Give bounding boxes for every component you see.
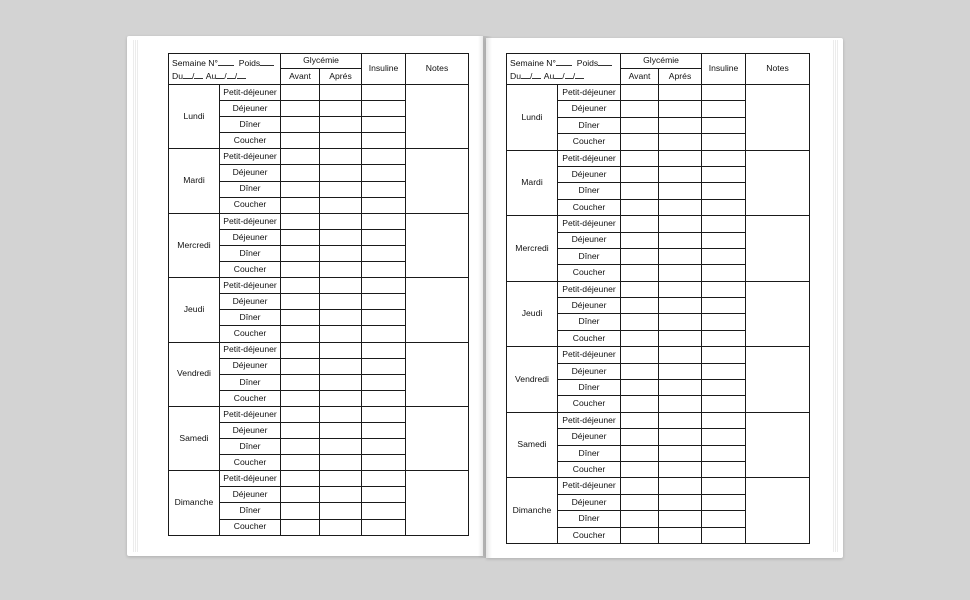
- glycemia-before-cell[interactable]: [621, 199, 659, 215]
- meal-label: Petit-déjeuner: [558, 347, 621, 363]
- meal-label: Dîner: [558, 117, 621, 133]
- glycemia-after-cell[interactable]: [659, 265, 702, 281]
- glycemia-after-cell[interactable]: [320, 439, 362, 455]
- glycemia-before-cell[interactable]: [281, 439, 320, 455]
- glycemia-after-cell[interactable]: [320, 278, 362, 294]
- insulin-cell[interactable]: [702, 314, 746, 330]
- glycemia-before-cell[interactable]: [281, 101, 320, 117]
- glycemia-after-cell[interactable]: [659, 183, 702, 199]
- meal-label: Dîner: [558, 314, 621, 330]
- table-row: [169, 149, 469, 165]
- meal-label: Déjeuner: [220, 358, 281, 374]
- table-row: [507, 347, 810, 363]
- glycemia-before-cell[interactable]: [281, 342, 320, 358]
- day-label: Dimanche: [169, 471, 220, 535]
- table-row: [169, 85, 469, 101]
- glycemia-before-cell[interactable]: [621, 347, 659, 363]
- insulin-header: Insuline: [362, 54, 406, 85]
- notes-cell[interactable]: [746, 478, 810, 544]
- glycemia-after-cell[interactable]: [659, 166, 702, 182]
- glycemia-after-cell[interactable]: [320, 197, 362, 213]
- after-meal-header: Aprés: [659, 69, 702, 85]
- table-row: [169, 213, 469, 229]
- meal-label: Coucher: [558, 461, 621, 477]
- meal-label: Petit-déjeuner: [558, 216, 621, 232]
- glycemia-before-cell[interactable]: [281, 358, 320, 374]
- left-page-edge: [133, 40, 139, 552]
- day-label: Jeudi: [169, 278, 220, 342]
- meal-label: Dîner: [220, 439, 281, 455]
- glycemia-after-cell[interactable]: [320, 487, 362, 503]
- meal-label: Dîner: [220, 310, 281, 326]
- glycemia-before-cell[interactable]: [621, 478, 659, 494]
- meal-label: Déjeuner: [220, 294, 281, 310]
- day-label: Mardi: [507, 150, 558, 216]
- notes-cell[interactable]: [406, 213, 469, 277]
- insulin-cell[interactable]: [362, 374, 406, 390]
- notes-header: Notes: [406, 54, 469, 85]
- insulin-cell[interactable]: [362, 165, 406, 181]
- meal-label: Dîner: [220, 374, 281, 390]
- meal-label: Déjeuner: [558, 429, 621, 445]
- insulin-cell[interactable]: [362, 455, 406, 471]
- glycemia-before-cell[interactable]: [281, 117, 320, 133]
- insulin-cell[interactable]: [702, 527, 746, 543]
- day-label: Vendredi: [169, 342, 220, 406]
- meal-label: Coucher: [558, 396, 621, 412]
- insulin-cell[interactable]: [362, 85, 406, 101]
- meal-label: Dîner: [558, 183, 621, 199]
- date-from-label: Du: [172, 71, 183, 81]
- glycemia-after-cell[interactable]: [659, 150, 702, 166]
- table-row: [507, 281, 810, 297]
- glycemia-after-cell[interactable]: [659, 298, 702, 314]
- insulin-cell[interactable]: [702, 298, 746, 314]
- glycemia-after-cell[interactable]: [659, 445, 702, 461]
- meal-label: Coucher: [220, 197, 281, 213]
- glycemia-before-cell[interactable]: [621, 150, 659, 166]
- meal-label: Déjeuner: [220, 165, 281, 181]
- insulin-cell[interactable]: [362, 342, 406, 358]
- insulin-cell[interactable]: [362, 229, 406, 245]
- glycemia-after-cell[interactable]: [659, 527, 702, 543]
- insulin-cell[interactable]: [702, 248, 746, 264]
- notes-cell[interactable]: [406, 342, 469, 406]
- glycemia-after-cell[interactable]: [659, 216, 702, 232]
- glycemia-before-cell[interactable]: [621, 412, 659, 428]
- glycemia-after-cell[interactable]: [320, 117, 362, 133]
- meal-label: Petit-déjeuner: [220, 471, 281, 487]
- glycemia-after-cell[interactable]: [320, 213, 362, 229]
- meal-label: Dîner: [558, 248, 621, 264]
- before-meal-header: Avant: [621, 69, 659, 85]
- glycemia-before-cell[interactable]: [621, 248, 659, 264]
- meal-label: Coucher: [220, 455, 281, 471]
- glycemia-before-cell[interactable]: [281, 310, 320, 326]
- notes-cell[interactable]: [406, 406, 469, 470]
- table-row: [507, 150, 810, 166]
- glycemia-after-cell[interactable]: [320, 181, 362, 197]
- glycemia-before-cell[interactable]: [621, 511, 659, 527]
- meal-label: Déjeuner: [558, 101, 621, 117]
- insulin-cell[interactable]: [702, 396, 746, 412]
- date-separator: /: [562, 71, 565, 81]
- glycemia-before-cell[interactable]: [281, 165, 320, 181]
- glycemia-after-cell[interactable]: [320, 455, 362, 471]
- meal-label: Dîner: [558, 380, 621, 396]
- meal-label: Petit-déjeuner: [220, 278, 281, 294]
- meal-label: Dîner: [558, 445, 621, 461]
- insulin-cell[interactable]: [702, 85, 746, 101]
- insulin-cell[interactable]: [362, 294, 406, 310]
- date-separator: /: [224, 71, 227, 81]
- table-row: [507, 85, 810, 101]
- date-separator: /: [530, 71, 533, 81]
- glycemia-before-cell[interactable]: [281, 471, 320, 487]
- meal-label: Petit-déjeuner: [220, 85, 281, 101]
- glycemia-after-cell[interactable]: [659, 511, 702, 527]
- glycemia-before-cell[interactable]: [281, 374, 320, 390]
- glycemia-before-cell[interactable]: [281, 197, 320, 213]
- insulin-cell[interactable]: [362, 181, 406, 197]
- insulin-cell[interactable]: [702, 478, 746, 494]
- glycemia-after-cell[interactable]: [320, 294, 362, 310]
- glycemia-after-cell[interactable]: [659, 199, 702, 215]
- insulin-cell[interactable]: [362, 519, 406, 535]
- meal-label: Coucher: [558, 134, 621, 150]
- insulin-cell[interactable]: [362, 117, 406, 133]
- meal-label: Déjeuner: [220, 487, 281, 503]
- notes-cell[interactable]: [746, 216, 810, 282]
- glycemia-before-cell[interactable]: [621, 363, 659, 379]
- meal-label: Dîner: [220, 245, 281, 261]
- glycemia-before-cell[interactable]: [281, 503, 320, 519]
- notes-cell[interactable]: [746, 412, 810, 478]
- insulin-cell[interactable]: [362, 406, 406, 422]
- glycemia-after-cell[interactable]: [659, 494, 702, 510]
- insulin-cell[interactable]: [702, 330, 746, 346]
- glycemia-after-cell[interactable]: [320, 133, 362, 149]
- glycemia-after-cell[interactable]: [659, 281, 702, 297]
- glycemia-after-cell[interactable]: [659, 380, 702, 396]
- insulin-cell[interactable]: [702, 117, 746, 133]
- weight-label: Poids: [238, 57, 261, 68]
- insulin-cell[interactable]: [702, 363, 746, 379]
- insulin-cell[interactable]: [362, 390, 406, 406]
- glycemia-before-cell[interactable]: [281, 213, 320, 229]
- glycemia-before-cell[interactable]: [281, 406, 320, 422]
- glycemia-after-cell[interactable]: [659, 330, 702, 346]
- day-label: Dimanche: [507, 478, 558, 544]
- glycemia-after-cell[interactable]: [659, 478, 702, 494]
- day-label: Mercredi: [169, 213, 220, 277]
- day-label: Mardi: [169, 149, 220, 213]
- glycemia-before-cell[interactable]: [621, 101, 659, 117]
- insulin-cell[interactable]: [362, 471, 406, 487]
- table-row: [169, 278, 469, 294]
- meal-label: Coucher: [220, 326, 281, 342]
- insulin-cell[interactable]: [702, 265, 746, 281]
- table-row: [507, 478, 810, 494]
- insulin-cell[interactable]: [362, 213, 406, 229]
- glycemia-before-cell[interactable]: [281, 326, 320, 342]
- glycemia-before-cell[interactable]: [281, 455, 320, 471]
- meal-label: Petit-déjeuner: [220, 342, 281, 358]
- notes-cell[interactable]: [746, 347, 810, 413]
- day-label: Samedi: [507, 412, 558, 478]
- meal-label: Déjeuner: [558, 232, 621, 248]
- date-separator: /: [234, 71, 238, 81]
- week-number-label: Semaine N°: [172, 57, 218, 68]
- glycemia-after-cell[interactable]: [659, 134, 702, 150]
- glycemia-after-cell[interactable]: [659, 314, 702, 330]
- date-from-label: Du: [510, 71, 521, 81]
- meal-label: Dîner: [558, 511, 621, 527]
- glycemia-before-cell[interactable]: [281, 229, 320, 245]
- glycemia-log-table-right: [506, 53, 810, 544]
- day-label: Vendredi: [507, 347, 558, 413]
- meal-label: Déjeuner: [558, 363, 621, 379]
- table-row: [507, 216, 810, 232]
- insulin-cell[interactable]: [702, 166, 746, 182]
- meal-label: Dîner: [220, 503, 281, 519]
- table-row: [169, 342, 469, 358]
- insulin-cell[interactable]: [702, 445, 746, 461]
- glycemia-before-cell[interactable]: [281, 262, 320, 278]
- insulin-cell[interactable]: [362, 245, 406, 261]
- glycemia-after-cell[interactable]: [659, 347, 702, 363]
- glycemia-before-cell[interactable]: [621, 265, 659, 281]
- glycemia-after-cell[interactable]: [659, 429, 702, 445]
- insulin-cell[interactable]: [362, 262, 406, 278]
- day-label: Jeudi: [507, 281, 558, 347]
- glycemia-before-cell[interactable]: [621, 134, 659, 150]
- insulin-cell[interactable]: [362, 197, 406, 213]
- notes-cell[interactable]: [406, 149, 469, 213]
- glycemia-before-cell[interactable]: [281, 85, 320, 101]
- glycemia-after-cell[interactable]: [320, 229, 362, 245]
- insulin-cell[interactable]: [702, 511, 746, 527]
- notes-cell[interactable]: [406, 471, 469, 535]
- glycemia-before-cell[interactable]: [281, 390, 320, 406]
- glycemia-after-cell[interactable]: [320, 519, 362, 535]
- glycemia-header: Glycémie: [281, 54, 362, 69]
- week-header-cell: [169, 54, 281, 85]
- insulin-cell[interactable]: [702, 281, 746, 297]
- meal-label: Petit-déjeuner: [558, 150, 621, 166]
- insulin-cell[interactable]: [362, 439, 406, 455]
- meal-label: Petit-déjeuner: [220, 406, 281, 422]
- glycemia-before-cell[interactable]: [621, 494, 659, 510]
- glycemia-before-cell[interactable]: [281, 245, 320, 261]
- glycemia-before-cell[interactable]: [281, 519, 320, 535]
- date-separator: /: [572, 71, 576, 81]
- meal-label: Coucher: [220, 390, 281, 406]
- day-label: Samedi: [169, 406, 220, 470]
- insulin-cell[interactable]: [702, 412, 746, 428]
- insulin-cell[interactable]: [702, 199, 746, 215]
- insulin-cell[interactable]: [702, 134, 746, 150]
- meal-label: Coucher: [220, 262, 281, 278]
- glycemia-before-cell[interactable]: [621, 330, 659, 346]
- insulin-header: Insuline: [702, 54, 746, 85]
- glycemia-before-cell[interactable]: [621, 166, 659, 182]
- insulin-cell[interactable]: [702, 461, 746, 477]
- glycemia-after-cell[interactable]: [659, 85, 702, 101]
- glycemia-after-cell[interactable]: [320, 85, 362, 101]
- insulin-cell[interactable]: [362, 326, 406, 342]
- insulin-cell[interactable]: [702, 232, 746, 248]
- glycemia-before-cell[interactable]: [621, 117, 659, 133]
- meal-label: Petit-déjeuner: [558, 281, 621, 297]
- glycemia-before-cell[interactable]: [281, 278, 320, 294]
- right-page-edge: [833, 40, 839, 552]
- glycemia-after-cell[interactable]: [320, 262, 362, 278]
- insulin-cell[interactable]: [362, 503, 406, 519]
- glycemia-before-cell[interactable]: [621, 380, 659, 396]
- table-row: [169, 471, 469, 487]
- day-label: Mercredi: [507, 216, 558, 282]
- glycemia-before-cell[interactable]: [621, 461, 659, 477]
- meal-label: Dîner: [220, 117, 281, 133]
- glycemia-before-cell[interactable]: [281, 149, 320, 165]
- insulin-cell[interactable]: [362, 310, 406, 326]
- glycemia-after-cell[interactable]: [320, 310, 362, 326]
- glycemia-header: Glycémie: [621, 54, 702, 69]
- insulin-cell[interactable]: [702, 347, 746, 363]
- glycemia-before-cell[interactable]: [621, 396, 659, 412]
- meal-label: Dîner: [220, 181, 281, 197]
- weight-label: Poids: [576, 57, 599, 68]
- notes-cell[interactable]: [406, 278, 469, 342]
- glycemia-after-cell[interactable]: [659, 412, 702, 428]
- insulin-cell[interactable]: [362, 278, 406, 294]
- glycemia-after-cell[interactable]: [320, 471, 362, 487]
- glycemia-log-table-left: [168, 53, 469, 536]
- insulin-cell[interactable]: [702, 101, 746, 117]
- glycemia-after-cell[interactable]: [659, 248, 702, 264]
- glycemia-after-cell[interactable]: [320, 503, 362, 519]
- meal-label: Coucher: [558, 330, 621, 346]
- notes-cell[interactable]: [406, 85, 469, 149]
- meal-label: Coucher: [558, 265, 621, 281]
- date-separator: /: [192, 71, 195, 81]
- meal-label: Petit-déjeuner: [558, 478, 621, 494]
- glycemia-after-cell[interactable]: [320, 326, 362, 342]
- glycemia-before-cell[interactable]: [621, 527, 659, 543]
- glycemia-after-cell[interactable]: [320, 101, 362, 117]
- insulin-cell[interactable]: [702, 150, 746, 166]
- before-meal-header: Avant: [281, 69, 320, 85]
- glycemia-before-cell[interactable]: [621, 298, 659, 314]
- glycemia-before-cell[interactable]: [621, 429, 659, 445]
- insulin-cell[interactable]: [702, 183, 746, 199]
- glycemia-after-cell[interactable]: [320, 358, 362, 374]
- glycemia-after-cell[interactable]: [659, 396, 702, 412]
- glycemia-after-cell[interactable]: [320, 149, 362, 165]
- meal-label: Petit-déjeuner: [558, 412, 621, 428]
- glycemia-before-cell[interactable]: [281, 487, 320, 503]
- meal-label: Coucher: [558, 527, 621, 543]
- table-row: [169, 406, 469, 422]
- meal-label: Petit-déjeuner: [558, 85, 621, 101]
- insulin-cell[interactable]: [362, 133, 406, 149]
- insulin-cell[interactable]: [702, 216, 746, 232]
- meal-label: Coucher: [558, 199, 621, 215]
- insulin-cell[interactable]: [702, 380, 746, 396]
- glycemia-before-cell[interactable]: [621, 232, 659, 248]
- notes-header: Notes: [746, 54, 810, 85]
- glycemia-after-cell[interactable]: [320, 374, 362, 390]
- glycemia-after-cell[interactable]: [659, 117, 702, 133]
- week-header-cell: [507, 54, 621, 85]
- glycemia-before-cell[interactable]: [621, 445, 659, 461]
- meal-label: Coucher: [220, 133, 281, 149]
- date-to-label: Au: [205, 71, 217, 81]
- meal-label: Coucher: [220, 519, 281, 535]
- meal-label: Petit-déjeuner: [220, 149, 281, 165]
- glycemia-before-cell[interactable]: [281, 294, 320, 310]
- glycemia-after-cell[interactable]: [659, 101, 702, 117]
- insulin-cell[interactable]: [362, 101, 406, 117]
- glycemia-after-cell[interactable]: [320, 406, 362, 422]
- notes-cell[interactable]: [746, 281, 810, 347]
- glycemia-after-cell[interactable]: [320, 165, 362, 181]
- day-label: Lundi: [169, 85, 220, 149]
- notes-cell[interactable]: [746, 85, 810, 151]
- date-to-label: Au: [543, 71, 555, 81]
- glycemia-before-cell[interactable]: [621, 314, 659, 330]
- week-number-label: Semaine N°: [510, 57, 556, 68]
- meal-label: Déjeuner: [558, 166, 621, 182]
- glycemia-after-cell[interactable]: [320, 342, 362, 358]
- glycemia-after-cell[interactable]: [320, 245, 362, 261]
- glycemia-before-cell[interactable]: [281, 181, 320, 197]
- glycemia-before-cell[interactable]: [621, 85, 659, 101]
- notes-cell[interactable]: [746, 150, 810, 216]
- glycemia-before-cell[interactable]: [281, 133, 320, 149]
- insulin-cell[interactable]: [702, 494, 746, 510]
- glycemia-before-cell[interactable]: [281, 422, 320, 438]
- glycemia-before-cell[interactable]: [621, 216, 659, 232]
- meal-label: Déjeuner: [220, 422, 281, 438]
- insulin-cell[interactable]: [362, 149, 406, 165]
- meal-label: Déjeuner: [558, 298, 621, 314]
- meal-label: Déjeuner: [220, 101, 281, 117]
- glycemia-after-cell[interactable]: [320, 390, 362, 406]
- glycemia-before-cell[interactable]: [621, 183, 659, 199]
- glycemia-after-cell[interactable]: [659, 363, 702, 379]
- day-label: Lundi: [507, 85, 558, 151]
- meal-label: Déjeuner: [558, 494, 621, 510]
- glycemia-before-cell[interactable]: [621, 281, 659, 297]
- glycemia-after-cell[interactable]: [659, 232, 702, 248]
- table-row: [507, 412, 810, 428]
- insulin-cell[interactable]: [362, 422, 406, 438]
- book-spine: [478, 36, 492, 558]
- insulin-cell[interactable]: [362, 358, 406, 374]
- after-meal-header: Aprés: [320, 69, 362, 85]
- glycemia-after-cell[interactable]: [659, 461, 702, 477]
- insulin-cell[interactable]: [362, 487, 406, 503]
- meal-label: Petit-déjeuner: [220, 213, 281, 229]
- glycemia-after-cell[interactable]: [320, 422, 362, 438]
- meal-label: Déjeuner: [220, 229, 281, 245]
- insulin-cell[interactable]: [702, 429, 746, 445]
